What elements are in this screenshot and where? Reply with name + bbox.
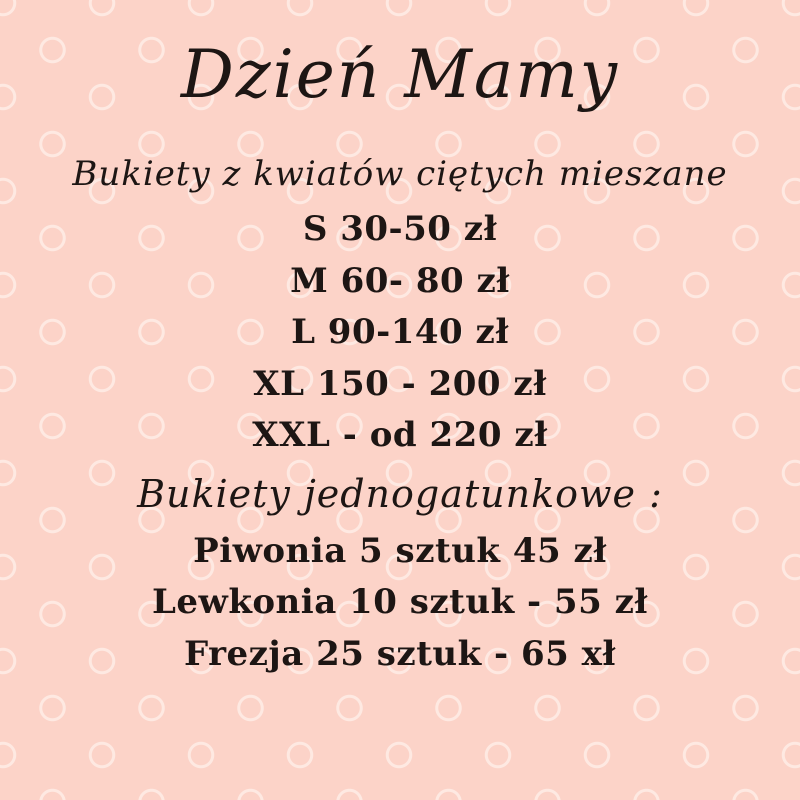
- price-line-frezja: Frezja 25 sztuk - 65 xł: [184, 633, 616, 674]
- price-line-size-xxl: XXL - od 220 zł: [252, 415, 548, 455]
- price-line-size-l: L 90-140 zł: [291, 312, 509, 352]
- price-line-size-m: M 60- 80 zł: [290, 260, 510, 301]
- price-line-piwonia: Piwonia 5 sztuk 45 zł: [193, 530, 607, 571]
- single-variety-heading: Bukiety jednogatunkowe :: [137, 471, 663, 516]
- poster-title: Dzień Mamy: [180, 36, 620, 113]
- price-line-size-s: S 30-50 zł: [302, 209, 498, 249]
- mixed-bouquets-heading: Bukiety z kwiatów ciętych mieszane: [72, 154, 728, 194]
- price-line-size-xl: XL 150 - 200 zł: [253, 363, 547, 404]
- price-line-lewkonia: Lewkonia 10 sztuk - 55 zł: [152, 582, 648, 622]
